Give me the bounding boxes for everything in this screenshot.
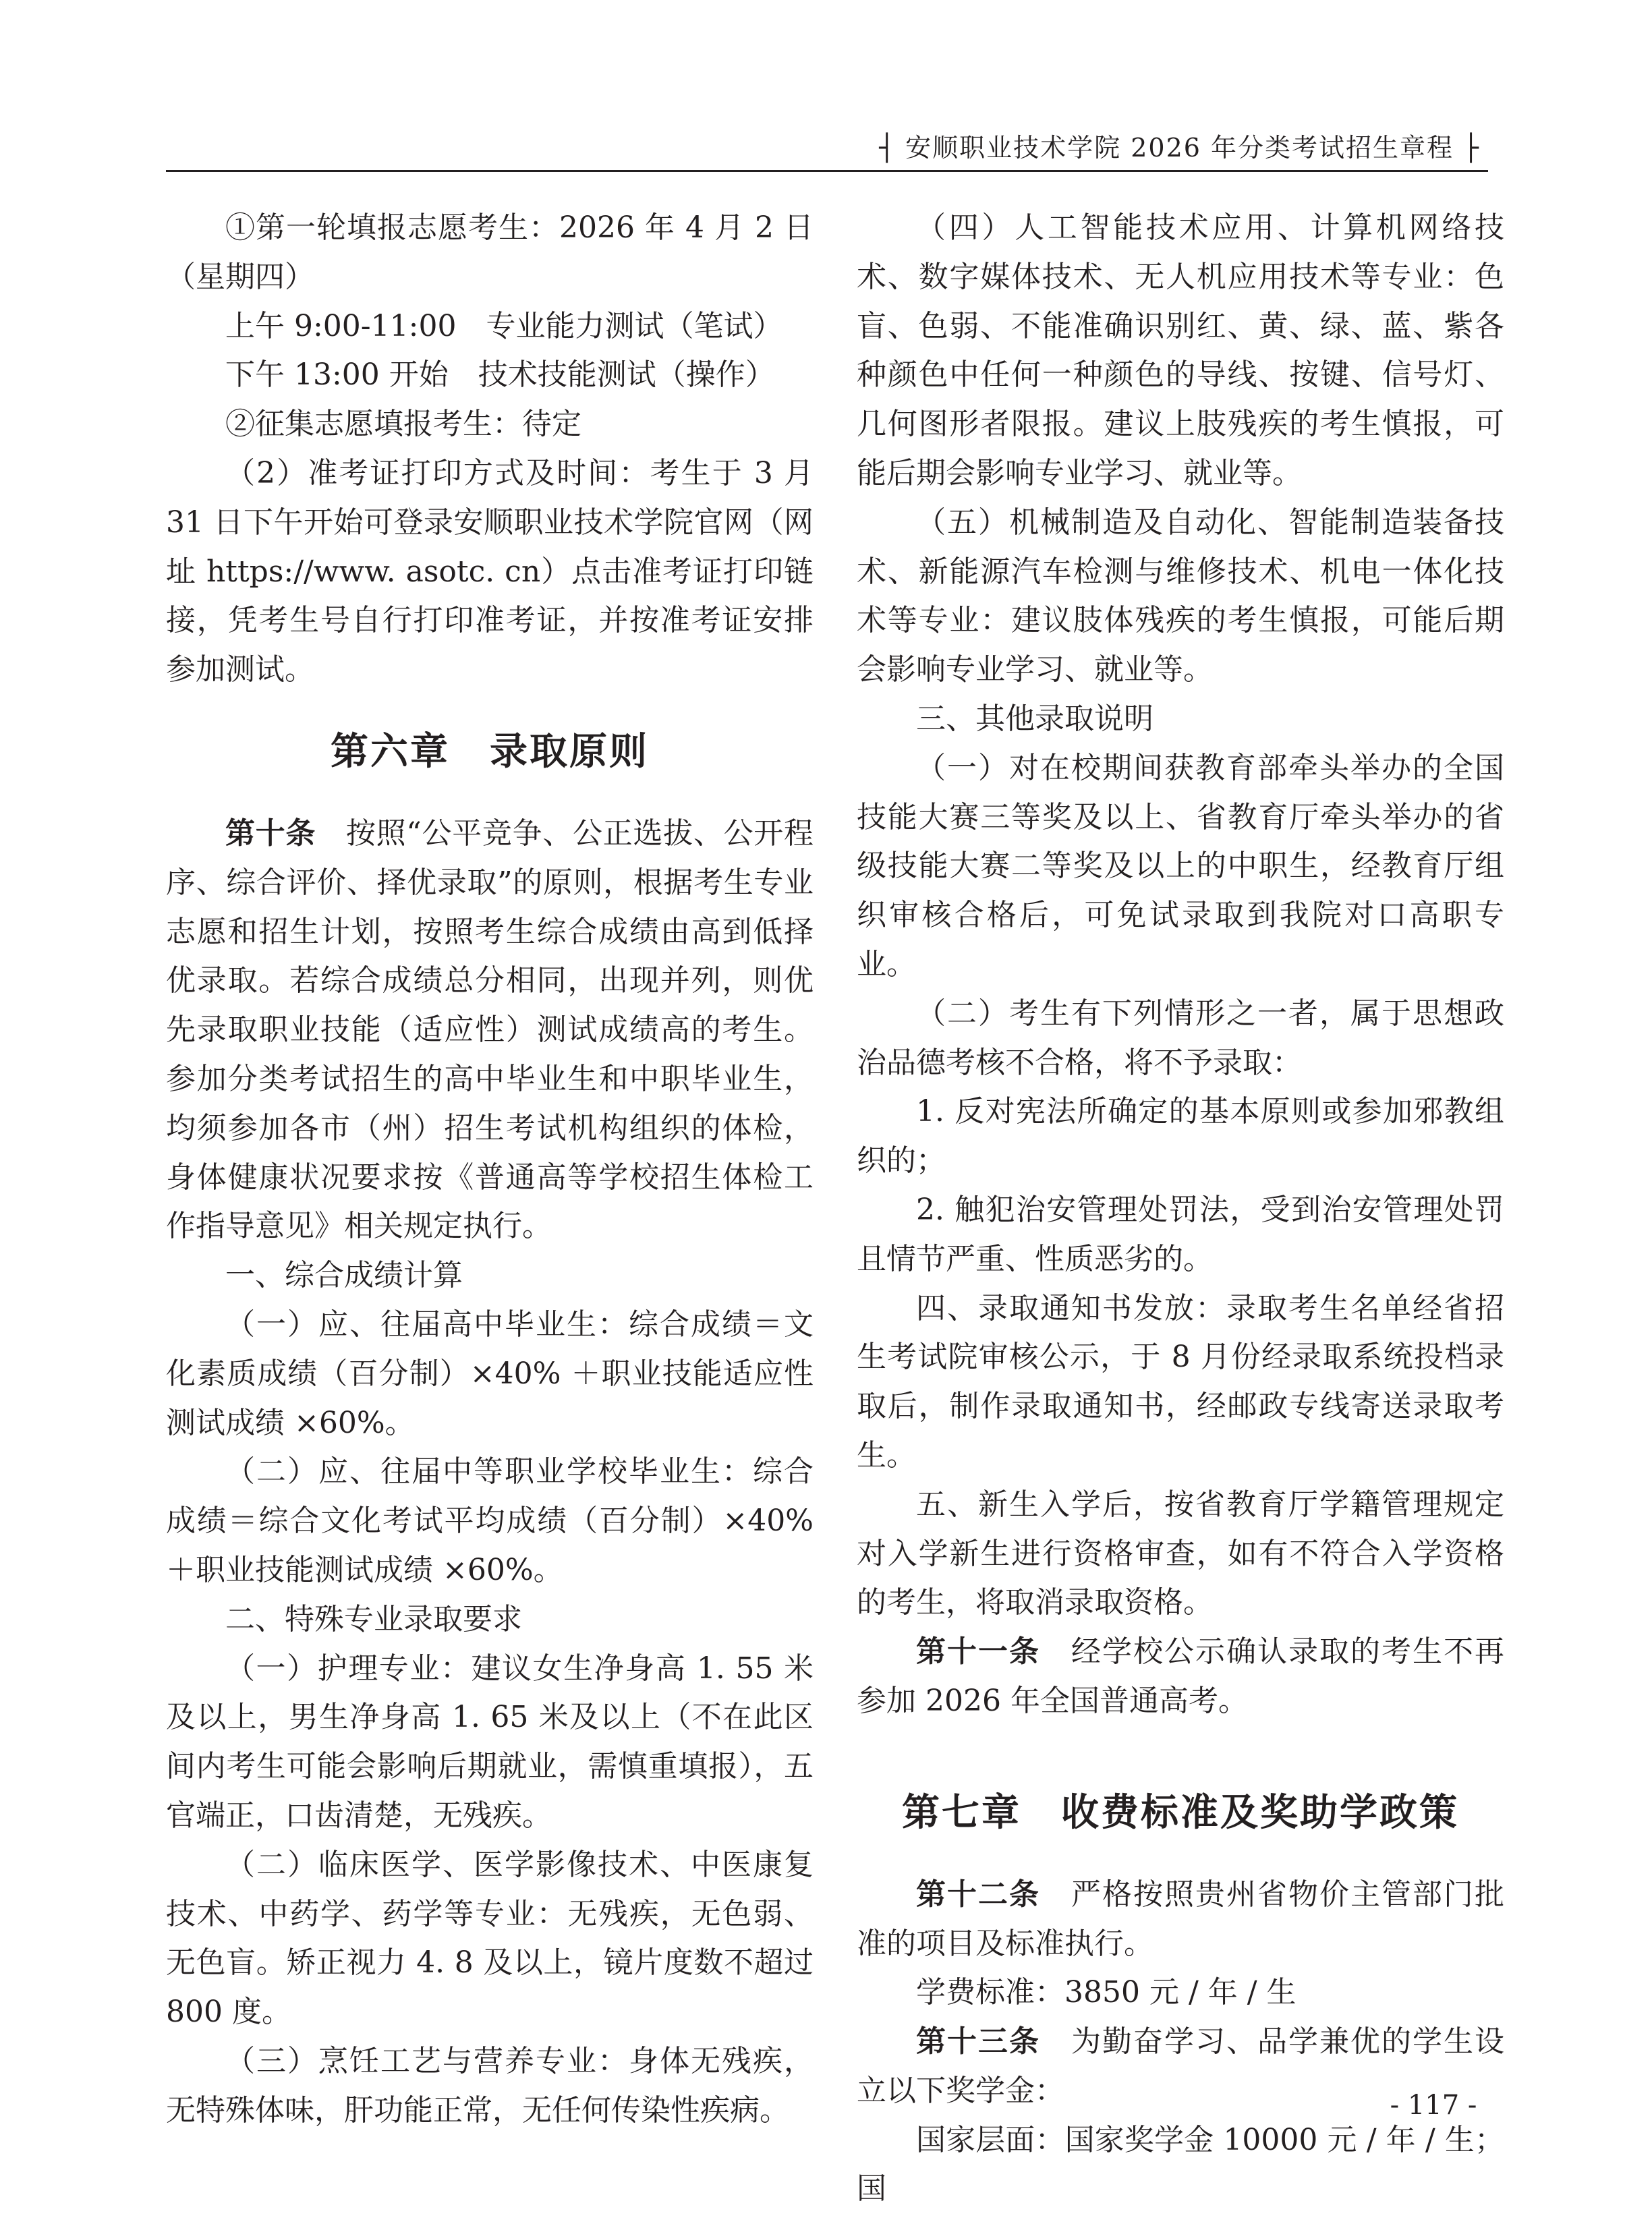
list-item: 1. 反对宪法所确定的基本原则或参加邪教组织的； bbox=[857, 1094, 1504, 1178]
chapter-heading: 第七章 收费标准及奖助学政策 bbox=[902, 1790, 1459, 1835]
paragraph: （二）考生有下列情形之一者，属于思想政治品德考核不合格，将不予录取： bbox=[857, 996, 1504, 1080]
paragraph: ②征集志愿填报考生：待定 bbox=[225, 407, 581, 442]
paragraph: ①第一轮填报志愿考生：2026 年 4 月 2 日（星期四） bbox=[166, 210, 814, 294]
running-header bbox=[166, 116, 1488, 172]
chapter-heading: 第六章 录取原则 bbox=[331, 729, 649, 774]
article-label: 第十一条 bbox=[916, 1634, 1040, 1670]
paragraph: （二）应、往届中等职业学校毕业生：综合成绩＝综合文化考试平均成绩（百分制）×40% ＋职业技能测试成绩 ×60%。 bbox=[166, 1454, 814, 1587]
paragraph: （一）对在校期间获教育部牵头举办的全国技能大赛三等奖及以上、省教育厅牵头举办的省级技能大赛二等奖及以上的中职生，经教育厅组织审核合格后，可免试录取到我院对口高职专业。 bbox=[857, 750, 1504, 981]
article-paragraph bbox=[857, 1871, 1504, 1969]
paragraph: （三）烹饪工艺与营养专业：身体无残疾，无特殊体味，肝功能正常，无任何传染性疾病。 bbox=[166, 2043, 814, 2128]
article-label: 第十条 bbox=[225, 816, 316, 851]
paragraph: 国家层面：国家奖学金 10000 元 / 年 / 生；国 bbox=[857, 2122, 1504, 2206]
paragraph: 下午 13:00 开始 技术技能测试（操作） bbox=[225, 358, 775, 393]
paragraph: （一）护理专业：建议女生净身高 1. 55 米及以上，男生净身高 1. 65 米及以上（不在此区间内考生可能会影响后期就业，需慎重填报），五官端正，口齿清楚，无残疾。 bbox=[166, 1651, 814, 1833]
paragraph: 四、录取通知书发放：录取考生名单经省招生考试院审核公示，于 8 月份经录取系统投档录取后，制作录取通知书，经邮政专线寄送录取考生。 bbox=[857, 1290, 1504, 1473]
header-title: ┤ 安顺职业技术学院 2026 年分类考试招生章程 ├ bbox=[879, 133, 1480, 163]
paragraph: （四）人工智能技术应用、计算机网络技术、数字媒体技术、无人机应用技术等专业：色盲、色弱、不能准确识别红、黄、绿、蓝、紫各种颜色中任何一种颜色的导线、按键、信号灯、几何图形者限报。建议上肢残疾的考生慎报，可能后期会影响专业学习、就业等。 bbox=[857, 210, 1504, 490]
paragraph: （2）准考证打印方式及时间：考生于 3 月 31 日下午开始可登录安顺职业技术学院官网（网址 https://www. asotc. cn）点击准考证打印链接，凭考生号自行打印准考证，并按准考证安排参加测试。 bbox=[166, 455, 814, 687]
paragraph: 五、新生入学后，按省教育厅学籍管理规定对入学新生进行资格审查，如有不符合入学资格的考生，将取消录取资格。 bbox=[857, 1487, 1504, 1620]
article-paragraph bbox=[166, 809, 814, 1251]
right-column bbox=[857, 204, 1504, 2214]
section-heading: 一、综合成绩计算 bbox=[225, 1258, 463, 1293]
fee-standard: 学费标准：3850 元 / 年 / 生 bbox=[916, 1975, 1297, 2010]
article-label: 第十三条 bbox=[916, 2024, 1040, 2059]
paragraph: （一）应、往届高中毕业生：综合成绩＝文化素质成绩（百分制）×40% ＋职业技能适应性测试成绩 ×60%。 bbox=[166, 1307, 814, 1440]
page-number: - 117 - bbox=[1390, 2090, 1477, 2121]
article-text: 为勤奋学习、品学兼优的学生设立以下奖学金： bbox=[857, 2024, 1504, 2108]
section-heading: 二、特殊专业录取要求 bbox=[225, 1601, 522, 1636]
paragraph: （二）临床医学、医学影像技术、中医康复技术、中药学、药学等专业：无残疾，无色弱、无色盲。矫正视力 4. 8 及以上，镜片度数不超过 800 度。 bbox=[166, 1847, 814, 2030]
article-label: 第十二条 bbox=[916, 1877, 1040, 1912]
list-item: 2. 触犯治安管理处罚法，受到治安管理处罚且情节严重、性质恶劣的。 bbox=[857, 1192, 1504, 1276]
left-column bbox=[166, 204, 814, 2135]
paragraph: 上午 9:00-11:00 专业能力测试（笔试） bbox=[225, 308, 783, 343]
section-heading: 三、其他录取说明 bbox=[916, 701, 1153, 736]
article-text: 经学校公示确认录取的考生不再参加 2026 年全国普通高考。 bbox=[857, 1634, 1504, 1718]
article-text: 按照“公平竞争、公正选拔、公开程序、综合评价、择优录取”的原则，根据考生专业志愿和招生计划，按照考生综合成绩由高到低择优录取。若综合成绩总分相同，出现并列，则优先录取职业技能（适应性）测试成绩高的考生。参加分类考试招生的高中毕业生和中职毕业生，均须参加各市（州）招生考试机构组织的体检，身体健康状况要求按《普通高等学校招生体检工作指导意见》相关规定执行。 bbox=[166, 816, 814, 1244]
paragraph: （五）机械制造及自动化、智能制造装备技术、新能源汽车检测与维修技术、机电一体化技术等专业：建议肢体残疾的考生慎报，可能后期会影响专业学习、就业等。 bbox=[857, 505, 1504, 687]
article-text: 严格按照贵州省物价主管部门批准的项目及标准执行。 bbox=[857, 1877, 1504, 1961]
article-paragraph bbox=[857, 1628, 1504, 1726]
